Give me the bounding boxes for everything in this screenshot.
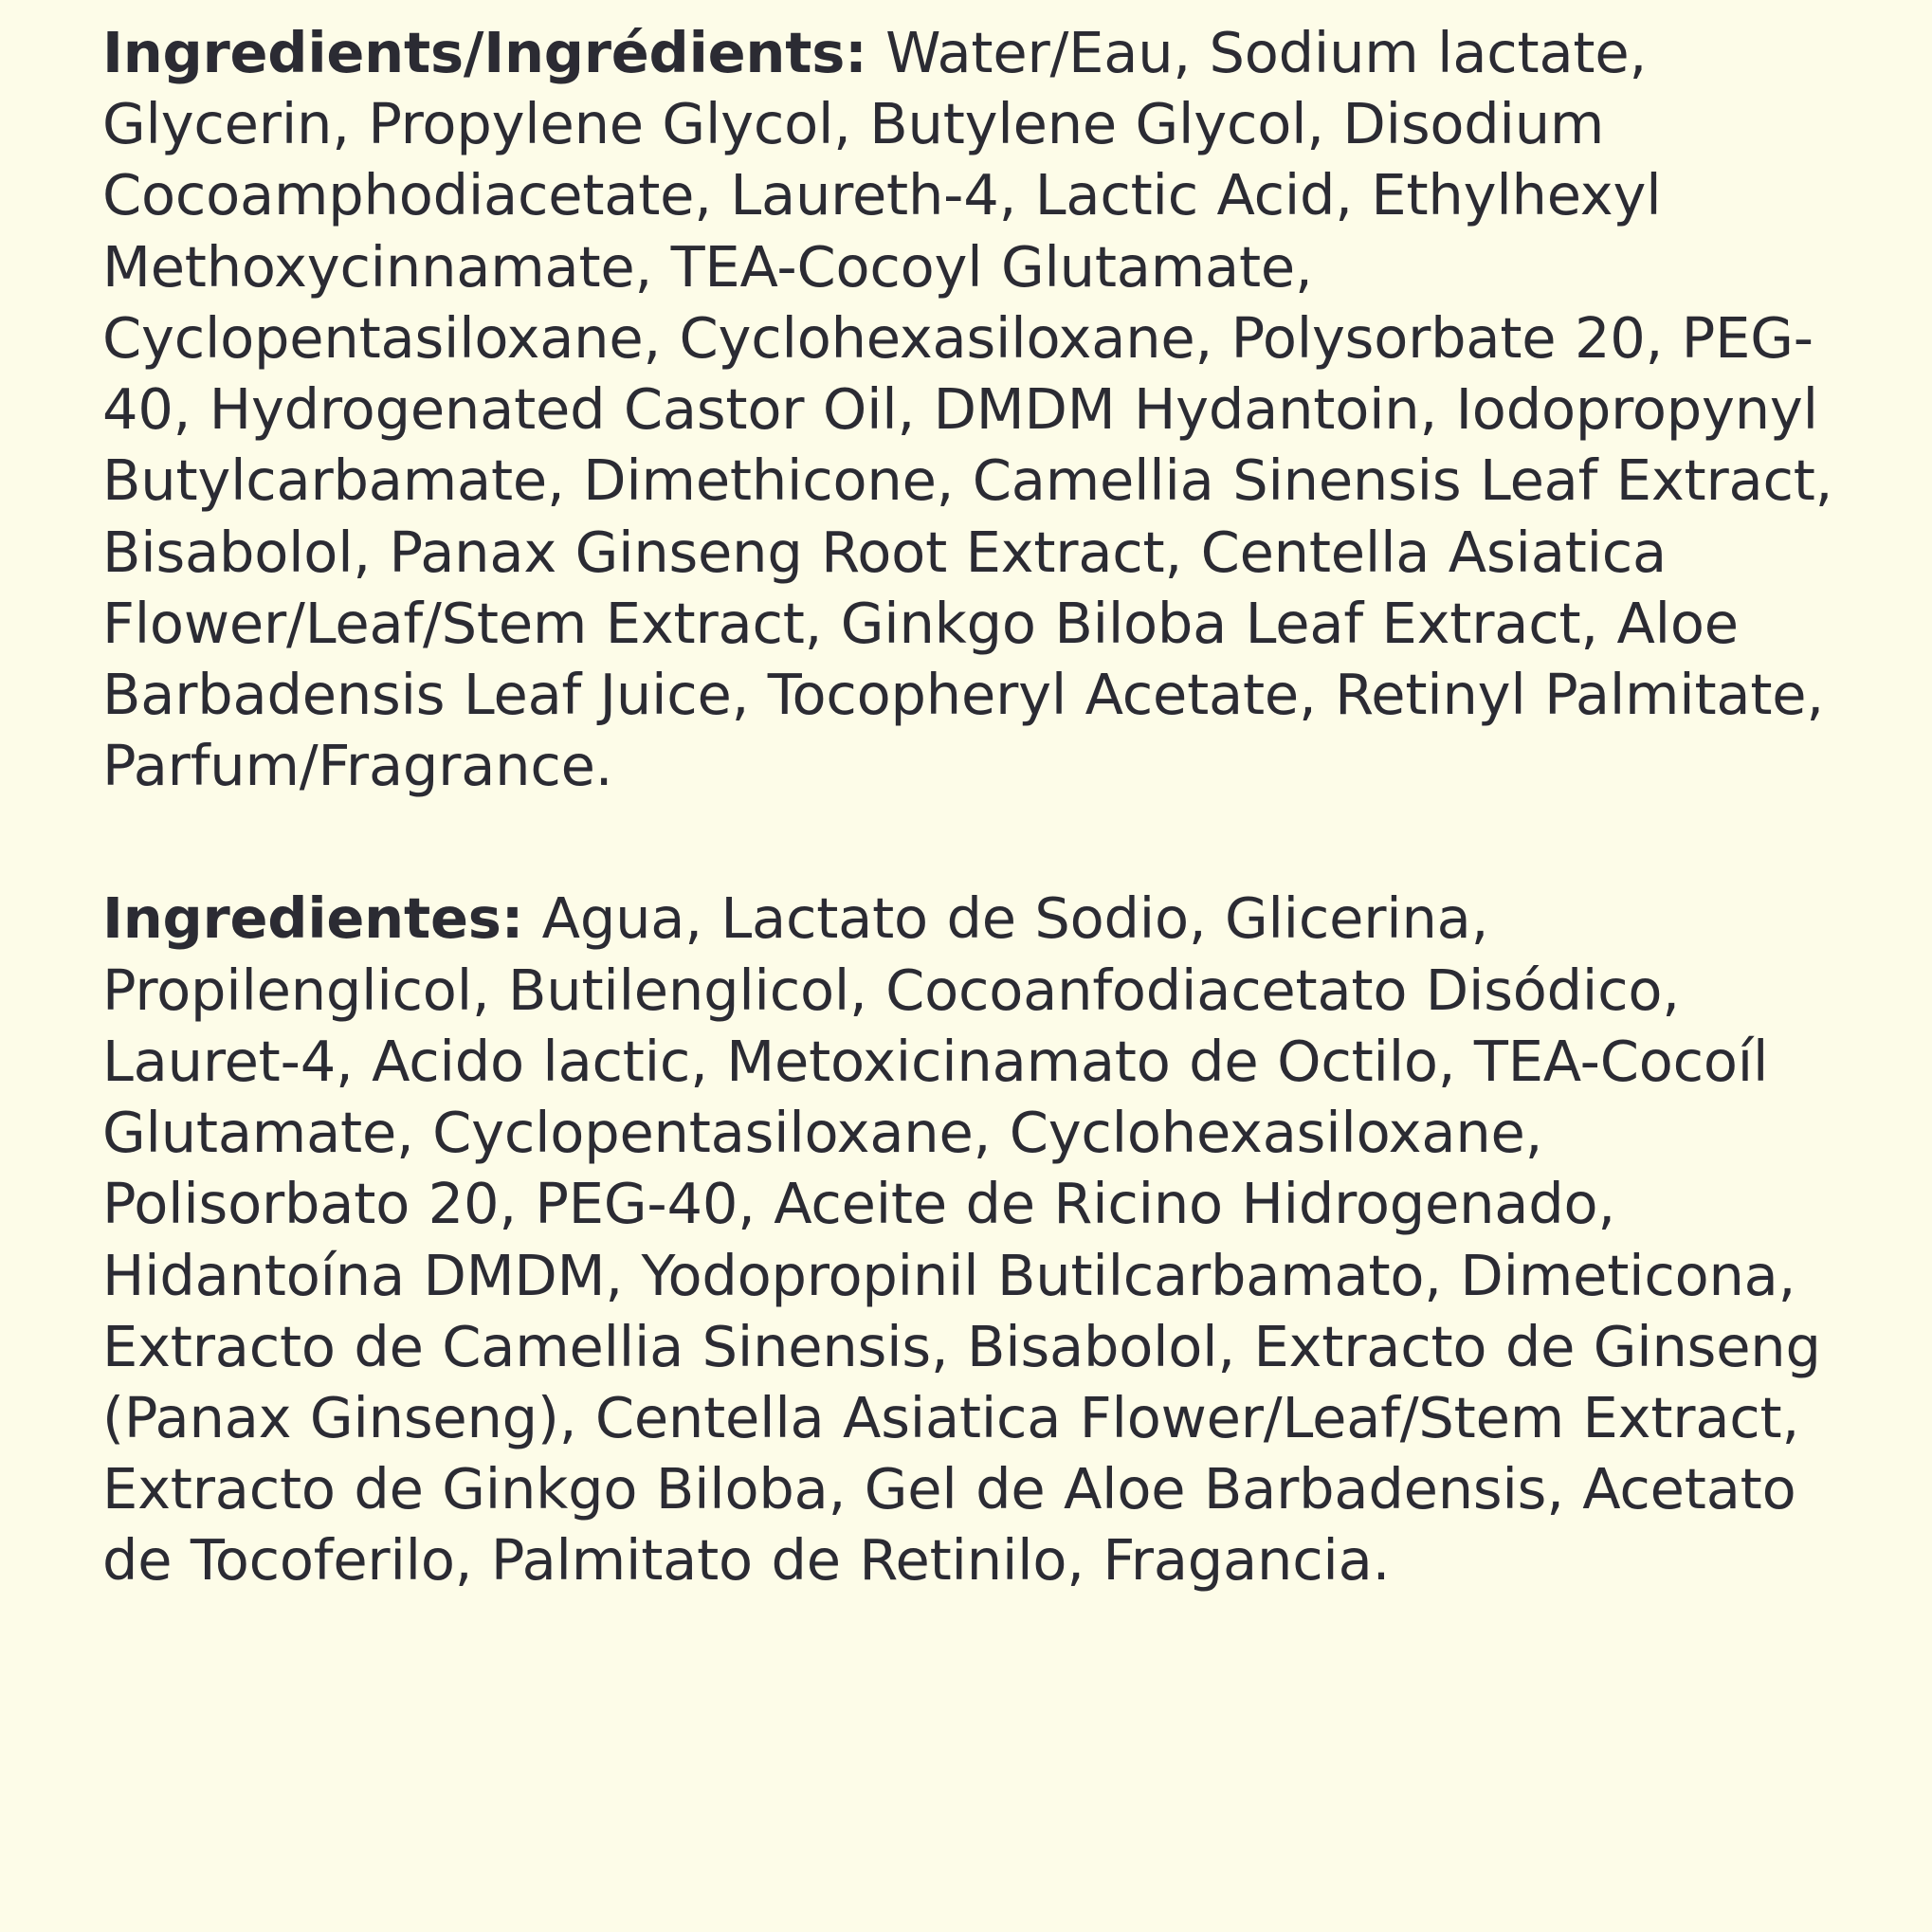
ingredients-heading-spanish: Ingredientes:	[102, 885, 524, 952]
block-spacer	[102, 801, 1866, 883]
ingredients-text-spanish: Agua, Lactato de Sodio, Glicerina, Propilenglicol, Butilenglicol, Cocoanfodiacetato Disódico, Lauret-4, Acido lactic, Metoxicinamato de Octilo, TEA-Cocoíl Glutamate, Cyclopentasiloxane, Cyclohexasiloxane, Polisorbato 20, PEG-40, Aceite de Ricino Hidrogenado, Hidantoína DMDM, Yodopropinil Butilcarbamato, Dimeticona, Extracto de Camellia Sinensis, Bisabolol, Extracto de Ginseng (Panax Ginseng), Centella Asiatica Flower/Leaf/Stem Extract, Extracto de Ginkgo Biloba, Gel de Aloe Barbadensis, Acetato de Tocoferilo, Palmitato de Retinilo, Fragancia.	[102, 885, 1821, 1594]
ingredients-heading-english-french: Ingredients/Ingrédients:	[102, 20, 867, 85]
ingredients-block-spanish	[102, 883, 1866, 1595]
ingredients-text-english-french: Water/Eau, Sodium lactate, Glycerin, Propylene Glycol, Butylene Glycol, Disodium Cocoamphodiacetate, Laureth-4, Lactic Acid, Ethylhexyl Methoxycinnamate, TEA-Cocoyl Glutamate, Cyclopentasiloxane, Cyclohexasiloxane, Polysorbate 20, PEG-40, Hydrogenated Castor Oil, DMDM Hydantoin, Iodopropynyl Butylcarbamate, Dimethicone, Camellia Sinensis Leaf Extract, Bisabolol, Panax Ginseng Root Extract, Centella Asiatica Flower/Leaf/Stem Extract, Ginkgo Biloba Leaf Extract, Aloe Barbadensis Leaf Juice, Tocopheryl Acetate, Retinyl Palmitate, Parfum/Fragrance.	[102, 20, 1833, 799]
ingredients-block-english-french	[102, 17, 1866, 801]
